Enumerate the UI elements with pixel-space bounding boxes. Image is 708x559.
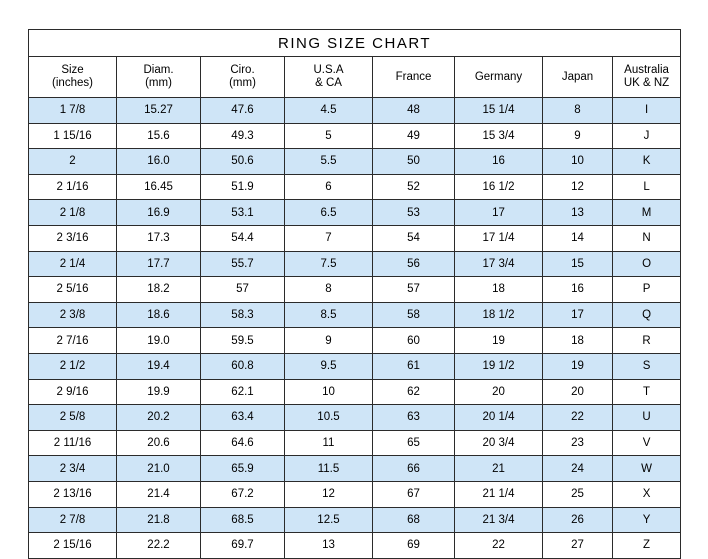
cell-r14-c3: 11.5 (285, 456, 373, 482)
column-header-5 (455, 57, 543, 98)
cell-r1-c1: 15.6 (117, 123, 201, 149)
table-row (29, 225, 681, 251)
cell-r7-c0: 2 5/16 (29, 277, 117, 303)
cell-r3-c2: 51.9 (201, 174, 285, 200)
table-body (29, 98, 681, 559)
cell-r2-c5: 16 (455, 149, 543, 175)
cell-r15-c2: 67.2 (201, 481, 285, 507)
cell-r3-c7: L (613, 174, 681, 200)
cell-r4-c5: 17 (455, 200, 543, 226)
cell-r14-c1: 21.0 (117, 456, 201, 482)
cell-r2-c0: 2 (29, 149, 117, 175)
table-row (29, 379, 681, 405)
cell-r0-c4: 48 (373, 98, 455, 124)
column-header-line2: (mm) (145, 77, 172, 89)
cell-r13-c3: 11 (285, 430, 373, 456)
cell-r5-c2: 54.4 (201, 225, 285, 251)
cell-r4-c3: 6.5 (285, 200, 373, 226)
table-row (29, 123, 681, 149)
column-header-line1: France (395, 70, 432, 83)
cell-r1-c0: 1 15/16 (29, 123, 117, 149)
column-header-7 (613, 57, 681, 98)
cell-r5-c4: 54 (373, 225, 455, 251)
cell-r6-c5: 17 3/4 (455, 251, 543, 277)
cell-r15-c7: X (613, 481, 681, 507)
cell-r2-c4: 50 (373, 149, 455, 175)
cell-r17-c6: 27 (543, 533, 613, 559)
cell-r1-c5: 15 3/4 (455, 123, 543, 149)
cell-r5-c7: N (613, 225, 681, 251)
cell-r4-c6: 13 (543, 200, 613, 226)
cell-r10-c3: 9.5 (285, 353, 373, 379)
cell-r4-c0: 2 1/8 (29, 200, 117, 226)
cell-r17-c3: 13 (285, 533, 373, 559)
cell-r16-c3: 12.5 (285, 507, 373, 533)
column-header-line1: Australia (624, 64, 669, 76)
cell-r17-c2: 69.7 (201, 533, 285, 559)
cell-r10-c0: 2 1/2 (29, 353, 117, 379)
table-row (29, 174, 681, 200)
cell-r6-c2: 55.7 (201, 251, 285, 277)
cell-r1-c2: 49.3 (201, 123, 285, 149)
column-header-6 (543, 57, 613, 98)
cell-r6-c1: 17.7 (117, 251, 201, 277)
title-row (29, 30, 681, 57)
cell-r10-c6: 19 (543, 353, 613, 379)
cell-r9-c2: 59.5 (201, 328, 285, 354)
cell-r7-c7: P (613, 277, 681, 303)
table-row (29, 533, 681, 559)
cell-r12-c4: 63 (373, 405, 455, 431)
cell-r16-c4: 68 (373, 507, 455, 533)
cell-r6-c0: 2 1/4 (29, 251, 117, 277)
cell-r6-c7: O (613, 251, 681, 277)
column-header-line1: Japan (561, 70, 594, 83)
cell-r16-c0: 2 7/8 (29, 507, 117, 533)
cell-r11-c0: 2 9/16 (29, 379, 117, 405)
cell-r7-c1: 18.2 (117, 277, 201, 303)
table-row (29, 200, 681, 226)
cell-r16-c5: 21 3/4 (455, 507, 543, 533)
table-row (29, 149, 681, 175)
cell-r11-c5: 20 (455, 379, 543, 405)
cell-r0-c7: I (613, 98, 681, 124)
cell-r2-c6: 10 (543, 149, 613, 175)
cell-r11-c1: 19.9 (117, 379, 201, 405)
cell-r14-c0: 2 3/4 (29, 456, 117, 482)
cell-r15-c5: 21 1/4 (455, 481, 543, 507)
cell-r14-c5: 21 (455, 456, 543, 482)
cell-r3-c6: 12 (543, 174, 613, 200)
column-header-line1: Germany (474, 70, 523, 83)
column-header-4 (373, 57, 455, 98)
cell-r7-c6: 16 (543, 277, 613, 303)
column-header-2 (201, 57, 285, 98)
cell-r11-c2: 62.1 (201, 379, 285, 405)
cell-r3-c0: 2 1/16 (29, 174, 117, 200)
cell-r12-c7: U (613, 405, 681, 431)
cell-r9-c3: 9 (285, 328, 373, 354)
table-row (29, 98, 681, 124)
column-header-line2: & CA (315, 77, 342, 89)
table-row (29, 277, 681, 303)
cell-r13-c7: V (613, 430, 681, 456)
cell-r17-c5: 22 (455, 533, 543, 559)
table-row (29, 507, 681, 533)
cell-r7-c2: 57 (201, 277, 285, 303)
cell-r14-c7: W (613, 456, 681, 482)
cell-r13-c4: 65 (373, 430, 455, 456)
cell-r0-c0: 1 7/8 (29, 98, 117, 124)
cell-r11-c4: 62 (373, 379, 455, 405)
cell-r14-c2: 65.9 (201, 456, 285, 482)
cell-r13-c1: 20.6 (117, 430, 201, 456)
cell-r9-c4: 60 (373, 328, 455, 354)
cell-r10-c5: 19 1/2 (455, 353, 543, 379)
cell-r8-c2: 58.3 (201, 302, 285, 328)
cell-r13-c0: 2 11/16 (29, 430, 117, 456)
cell-r11-c3: 10 (285, 379, 373, 405)
cell-r3-c1: 16.45 (117, 174, 201, 200)
cell-r17-c4: 69 (373, 533, 455, 559)
chart-container (28, 29, 680, 559)
cell-r15-c1: 21.4 (117, 481, 201, 507)
column-header-0 (29, 57, 117, 98)
cell-r17-c7: Z (613, 533, 681, 559)
cell-r16-c6: 26 (543, 507, 613, 533)
cell-r6-c6: 15 (543, 251, 613, 277)
cell-r13-c6: 23 (543, 430, 613, 456)
cell-r7-c3: 8 (285, 277, 373, 303)
cell-r11-c7: T (613, 379, 681, 405)
cell-r1-c7: J (613, 123, 681, 149)
page-title: RING SIZE CHART (29, 30, 681, 57)
cell-r7-c5: 18 (455, 277, 543, 303)
cell-r8-c5: 18 1/2 (455, 302, 543, 328)
column-header-line1: U.S.A (313, 64, 344, 76)
cell-r4-c7: M (613, 200, 681, 226)
cell-r3-c5: 16 1/2 (455, 174, 543, 200)
cell-r12-c3: 10.5 (285, 405, 373, 431)
cell-r16-c2: 68.5 (201, 507, 285, 533)
column-header-line1: Size (61, 64, 84, 76)
cell-r0-c2: 47.6 (201, 98, 285, 124)
cell-r6-c3: 7.5 (285, 251, 373, 277)
cell-r16-c1: 21.8 (117, 507, 201, 533)
table-row (29, 251, 681, 277)
table-row (29, 328, 681, 354)
cell-r4-c4: 53 (373, 200, 455, 226)
cell-r17-c0: 2 15/16 (29, 533, 117, 559)
cell-r10-c1: 19.4 (117, 353, 201, 379)
cell-r5-c0: 2 3/16 (29, 225, 117, 251)
cell-r5-c5: 17 1/4 (455, 225, 543, 251)
column-header-line2: UK & NZ (623, 77, 670, 89)
cell-r12-c2: 63.4 (201, 405, 285, 431)
cell-r9-c5: 19 (455, 328, 543, 354)
cell-r4-c2: 53.1 (201, 200, 285, 226)
table-row (29, 456, 681, 482)
cell-r1-c4: 49 (373, 123, 455, 149)
cell-r3-c4: 52 (373, 174, 455, 200)
cell-r6-c4: 56 (373, 251, 455, 277)
cell-r2-c3: 5.5 (285, 149, 373, 175)
cell-r9-c6: 18 (543, 328, 613, 354)
table-header-row (29, 57, 681, 98)
cell-r12-c6: 22 (543, 405, 613, 431)
cell-r0-c3: 4.5 (285, 98, 373, 124)
cell-r9-c0: 2 7/16 (29, 328, 117, 354)
cell-r1-c6: 9 (543, 123, 613, 149)
cell-r0-c1: 15.27 (117, 98, 201, 124)
cell-r13-c2: 64.6 (201, 430, 285, 456)
cell-r3-c3: 6 (285, 174, 373, 200)
cell-r9-c1: 19.0 (117, 328, 201, 354)
cell-r8-c3: 8.5 (285, 302, 373, 328)
cell-r5-c6: 14 (543, 225, 613, 251)
cell-r8-c1: 18.6 (117, 302, 201, 328)
cell-r7-c4: 57 (373, 277, 455, 303)
cell-r13-c5: 20 3/4 (455, 430, 543, 456)
cell-r0-c6: 8 (543, 98, 613, 124)
cell-r15-c4: 67 (373, 481, 455, 507)
cell-r8-c6: 17 (543, 302, 613, 328)
cell-r17-c1: 22.2 (117, 533, 201, 559)
cell-r12-c5: 20 1/4 (455, 405, 543, 431)
cell-r12-c1: 20.2 (117, 405, 201, 431)
cell-r10-c2: 60.8 (201, 353, 285, 379)
column-header-line2: (inches) (52, 77, 93, 89)
cell-r4-c1: 16.9 (117, 200, 201, 226)
cell-r14-c4: 66 (373, 456, 455, 482)
cell-r8-c4: 58 (373, 302, 455, 328)
cell-r2-c1: 16.0 (117, 149, 201, 175)
cell-r11-c6: 20 (543, 379, 613, 405)
table-row (29, 405, 681, 431)
table-row (29, 302, 681, 328)
cell-r1-c3: 5 (285, 123, 373, 149)
cell-r2-c2: 50.6 (201, 149, 285, 175)
column-header-line2: (mm) (229, 77, 256, 89)
cell-r5-c1: 17.3 (117, 225, 201, 251)
table-row (29, 481, 681, 507)
cell-r15-c3: 12 (285, 481, 373, 507)
table-row (29, 353, 681, 379)
cell-r8-c0: 2 3/8 (29, 302, 117, 328)
cell-r10-c7: S (613, 353, 681, 379)
table-row (29, 430, 681, 456)
column-header-1 (117, 57, 201, 98)
column-header-3 (285, 57, 373, 98)
cell-r8-c7: Q (613, 302, 681, 328)
cell-r12-c0: 2 5/8 (29, 405, 117, 431)
cell-r0-c5: 15 1/4 (455, 98, 543, 124)
column-header-line1: Ciro. (230, 64, 255, 76)
cell-r5-c3: 7 (285, 225, 373, 251)
cell-r9-c7: R (613, 328, 681, 354)
cell-r10-c4: 61 (373, 353, 455, 379)
cell-r16-c7: Y (613, 507, 681, 533)
ring-size-table (28, 29, 681, 559)
column-header-line1: Diam. (143, 64, 174, 76)
cell-r15-c6: 25 (543, 481, 613, 507)
cell-r14-c6: 24 (543, 456, 613, 482)
cell-r2-c7: K (613, 149, 681, 175)
cell-r15-c0: 2 13/16 (29, 481, 117, 507)
